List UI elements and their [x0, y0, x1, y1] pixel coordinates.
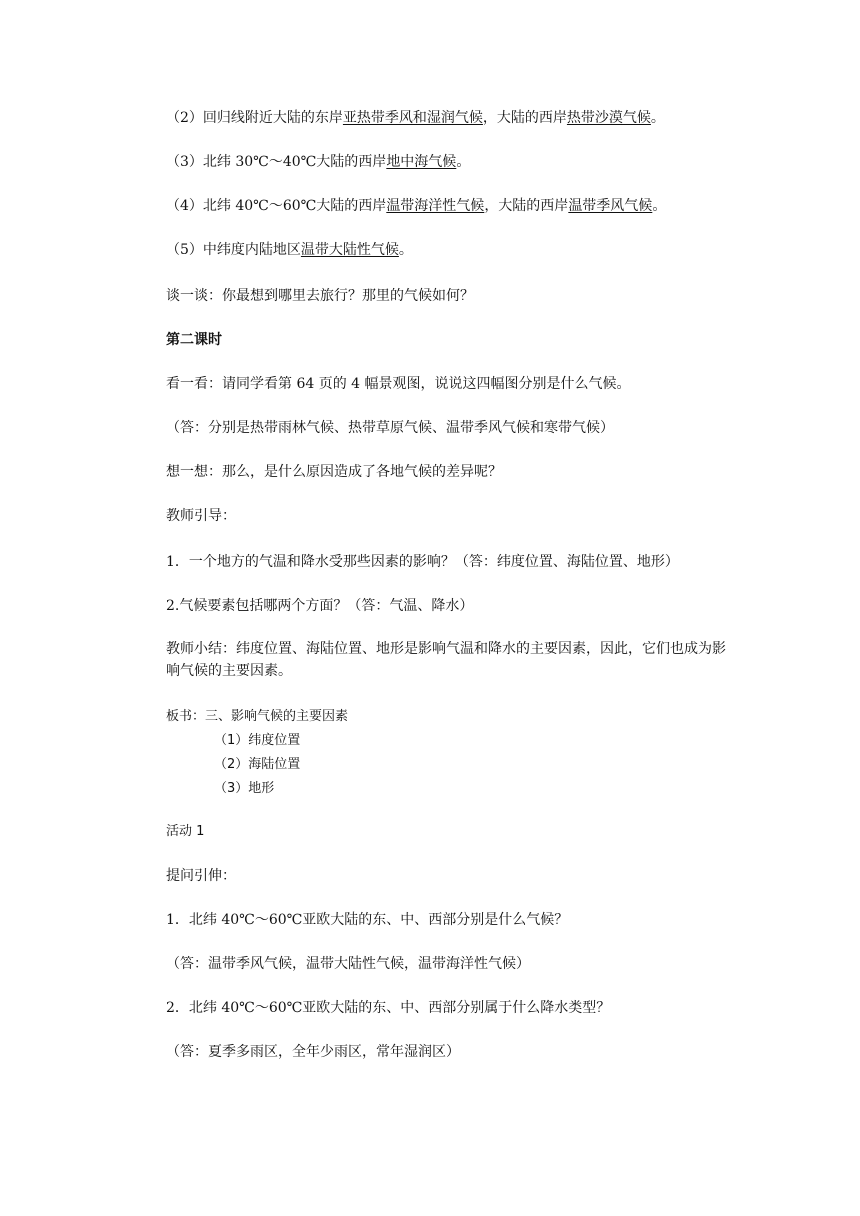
- board-item-2: （2）海陆位置: [214, 757, 301, 772]
- climate-line-5: [166, 240, 413, 260]
- underlined-answer: 温带海洋性气候: [386, 198, 485, 214]
- board-title: 板书：三、影响气候的主要因素: [166, 709, 349, 724]
- text-segment: 。: [652, 198, 667, 214]
- board-item-1: （1）纬度位置: [214, 733, 301, 748]
- underlined-answer: 温带季风气候: [568, 198, 653, 214]
- climate-line-3: [166, 152, 470, 172]
- talk-prompt: 谈一谈：你最想到哪里去旅行？那里的气候如何？: [166, 288, 474, 304]
- text-segment: （4）北纬 40℃～60℃大陆的西岸: [166, 198, 387, 214]
- activity-question-2: 2．北纬 40℃～60℃亚欧大陆的东、中、西部分别属于什么降水类型？: [166, 1000, 611, 1016]
- teacher-summary: 教师小结：纬度位置、海陆位置、地形是影响气温和降水的主要因素，因此，它们也成为影响气候的主要因素。: [166, 641, 726, 679]
- text-segment: 。: [650, 110, 665, 126]
- text-segment: ，大陆的西岸: [482, 110, 567, 126]
- activity-answer-1: （答：温带季风气候，温带大陆性气候，温带海洋性气候）: [166, 956, 530, 972]
- text-segment: ，大陆的西岸: [484, 198, 569, 214]
- text-segment: （5）中纬度内陆地区: [166, 242, 301, 258]
- text-segment: 。: [456, 154, 471, 170]
- underlined-answer: 温带大陆性气候: [300, 242, 399, 258]
- look-prompt: 看一看：请同学看第 64 页的 4 幅景观图，说说这四幅图分别是什么气候。: [166, 376, 631, 392]
- prompt-label: 提问引伸：: [166, 868, 236, 884]
- underlined-answer: 亚热带季风和湿润气候: [342, 110, 483, 126]
- question-1: 1．一个地方的气温和降水受那些因素的影响？（答：纬度位置、海陆位置、地形）: [166, 554, 679, 570]
- teacher-guide-label: 教师引导：: [166, 508, 236, 524]
- underlined-answer: 热带沙漠气候: [566, 110, 651, 126]
- text-segment: （3）北纬 30℃～40℃大陆的西岸: [166, 154, 387, 170]
- underlined-answer: 地中海气候: [386, 154, 457, 170]
- activity-question-1: 1．北纬 40℃～60℃亚欧大陆的东、中、西部分别是什么气候？: [166, 912, 569, 928]
- think-prompt: 想一想：那么，是什么原因造成了各地气候的差异呢？: [166, 464, 502, 480]
- activity-answer-2: （答：夏季多雨区，全年少雨区，常年湿润区）: [166, 1044, 460, 1060]
- board-item-3: （3）地形: [214, 781, 275, 796]
- text-segment: 。: [398, 242, 413, 258]
- question-2: 2.气候要素包括哪两个方面？（答：气温、降水）: [166, 598, 474, 614]
- look-answer: （答：分别是热带雨林气候、热带草原气候、温带季风气候和寒带气候）: [166, 420, 614, 436]
- activity-heading: 活动 1: [166, 824, 205, 839]
- section-heading-lesson-2: 第二课时: [166, 332, 222, 348]
- text-segment: （2）回归线附近大陆的东岸: [166, 110, 343, 126]
- climate-line-2: [166, 108, 665, 128]
- climate-line-4: [166, 196, 666, 216]
